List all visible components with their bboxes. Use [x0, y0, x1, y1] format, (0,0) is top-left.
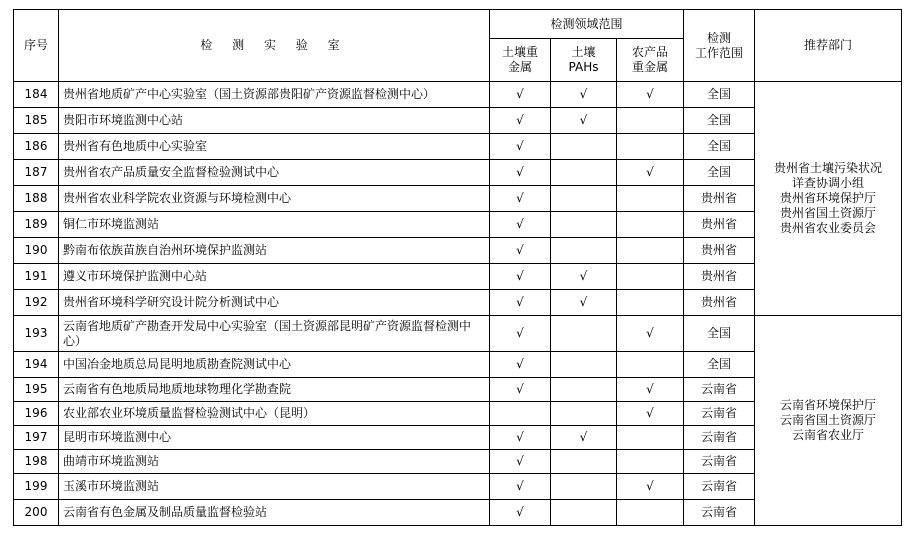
- check-soil-pahs: [551, 316, 617, 352]
- check-soil-pahs: [551, 500, 617, 526]
- department-line: 详查协调小组: [792, 176, 865, 190]
- check-agri-metal: [617, 402, 684, 426]
- checkmark-icon: √: [516, 430, 524, 444]
- work-scope: 云南省: [684, 474, 755, 500]
- row-number: 188: [14, 186, 59, 212]
- check-soil-metal: [490, 264, 551, 290]
- check-soil-metal: [490, 500, 551, 526]
- header-seq: 序号: [14, 10, 59, 82]
- row-number: 185: [14, 108, 59, 134]
- lab-name: 玉溪市环境监测站: [59, 474, 490, 500]
- lab-name: 贵州省环境科学研究设计院分析测试中心: [59, 290, 490, 316]
- check-soil-pahs: [551, 378, 617, 402]
- department-line: 云南省国土资源厅: [780, 413, 877, 427]
- lab-name: 贵州省农业科学院农业资源与环境检测中心: [59, 186, 490, 212]
- lab-name: 黔南布依族苗族自治州环境保护监测站: [59, 238, 490, 264]
- row-number: 191: [14, 264, 59, 290]
- work-scope: 云南省: [684, 450, 755, 474]
- work-scope: 贵州省: [684, 290, 755, 316]
- lab-name: 云南省地质矿产勘查开发局中心实验室（国土资源部昆明矿产资源监督检测中心）: [59, 316, 490, 352]
- check-soil-metal: [490, 450, 551, 474]
- header-agri-metal-line2: 重金属: [632, 60, 669, 74]
- work-scope: 贵州省: [684, 238, 755, 264]
- check-soil-metal: [490, 238, 551, 264]
- check-soil-pahs: [551, 108, 617, 134]
- check-agri-metal: [617, 212, 684, 238]
- row-number: 186: [14, 134, 59, 160]
- checkmark-icon: √: [516, 357, 524, 371]
- row-number: 189: [14, 212, 59, 238]
- check-agri-metal: [617, 238, 684, 264]
- header-domain-group: 检测领域范围: [490, 10, 684, 39]
- check-soil-pahs: [551, 134, 617, 160]
- header-soil-metal: [490, 39, 551, 82]
- work-scope: 全国: [684, 160, 755, 186]
- check-soil-pahs: [551, 426, 617, 450]
- checkmark-icon: √: [579, 269, 588, 283]
- work-scope: 贵州省: [684, 186, 755, 212]
- department-line: 云南省环境保护厅: [780, 398, 877, 412]
- lab-name: 贵阳市环境监测中心站: [59, 108, 490, 134]
- checkmark-icon: √: [516, 217, 524, 231]
- checkmark-icon: √: [646, 326, 654, 340]
- checkmark-icon: √: [516, 479, 524, 493]
- checkmark-icon: √: [646, 406, 654, 420]
- checkmark-icon: √: [516, 113, 524, 127]
- checkmark-icon: √: [516, 191, 524, 205]
- lab-name: 昆明市环境监测中心: [59, 426, 490, 450]
- recommending-department: [755, 316, 902, 526]
- check-agri-metal: [617, 82, 684, 108]
- department-line: 贵州省环境保护厅: [780, 191, 877, 205]
- header-soil-pahs-line1: 土壤: [571, 45, 596, 59]
- department-line: 贵州省土壤污染状况: [774, 161, 883, 175]
- check-agri-metal: [617, 290, 684, 316]
- check-soil-metal: [490, 186, 551, 212]
- lab-name: 农业部农业环境质量监督检验测试中心（昆明）: [59, 402, 490, 426]
- header-dept: 推荐部门: [755, 10, 902, 82]
- work-scope: 云南省: [684, 402, 755, 426]
- lab-name: 铜仁市环境监测站: [59, 212, 490, 238]
- table-body: [14, 82, 902, 526]
- row-number: 198: [14, 450, 59, 474]
- check-soil-metal: [490, 316, 551, 352]
- check-soil-pahs: [551, 290, 617, 316]
- work-scope: 云南省: [684, 500, 755, 526]
- checkmark-icon: √: [516, 326, 524, 340]
- lab-name: 云南省有色地质局地质地球物理化学勘查院: [59, 378, 490, 402]
- row-number: 197: [14, 426, 59, 450]
- work-scope: 全国: [684, 316, 755, 352]
- check-soil-pahs: [551, 402, 617, 426]
- check-agri-metal: [617, 108, 684, 134]
- header-scope-line2: 工作范围: [695, 45, 744, 60]
- row-number: 200: [14, 500, 59, 526]
- header-scope-line1: 检测: [707, 30, 732, 45]
- work-scope: 贵州省: [684, 212, 755, 238]
- lab-name: 贵州省有色地质中心实验室: [59, 134, 490, 160]
- department-line: 贵州省农业委员会: [780, 221, 877, 235]
- checkmark-icon: √: [516, 382, 524, 396]
- work-scope: 全国: [684, 82, 755, 108]
- check-soil-metal: [490, 134, 551, 160]
- row-number: 184: [14, 82, 59, 108]
- row-number: 193: [14, 316, 59, 352]
- check-soil-pahs: [551, 238, 617, 264]
- header-soil-pahs-line2: PAHs: [568, 60, 599, 74]
- header-agri-metal-line1: 农产品: [632, 45, 669, 59]
- check-soil-pahs: [551, 352, 617, 378]
- department-line: 贵州省国土资源厅: [780, 206, 877, 220]
- check-agri-metal: [617, 378, 684, 402]
- header-agri-metal: [617, 39, 684, 82]
- checkmark-icon: √: [516, 243, 524, 257]
- lab-name: 遵义市环境保护监测中心站: [59, 264, 490, 290]
- check-soil-metal: [490, 290, 551, 316]
- check-soil-metal: [490, 474, 551, 500]
- lab-name: 曲靖市环境监测站: [59, 450, 490, 474]
- check-soil-metal: [490, 352, 551, 378]
- work-scope: 云南省: [684, 378, 755, 402]
- check-soil-metal: [490, 402, 551, 426]
- checkmark-icon: √: [579, 430, 588, 444]
- check-soil-metal: [490, 212, 551, 238]
- check-soil-pahs: [551, 186, 617, 212]
- check-agri-metal: [617, 500, 684, 526]
- header-scope: [684, 10, 755, 82]
- row-number: 195: [14, 378, 59, 402]
- checkmark-icon: √: [516, 269, 524, 283]
- check-soil-metal: [490, 378, 551, 402]
- checkmark-icon: √: [516, 165, 524, 179]
- check-agri-metal: [617, 160, 684, 186]
- checkmark-icon: √: [516, 139, 524, 153]
- check-soil-pahs: [551, 82, 617, 108]
- check-agri-metal: [617, 186, 684, 212]
- lab-name: 云南省有色金属及制品质量监督检验站: [59, 500, 490, 526]
- check-agri-metal: [617, 426, 684, 450]
- lab-name: 贵州省地质矿产中心实验室（国土资源部贵阳矿产资源监督检测中心）: [59, 82, 490, 108]
- recommending-department: [755, 82, 902, 316]
- check-soil-pahs: [551, 264, 617, 290]
- row-number: 190: [14, 238, 59, 264]
- check-soil-metal: [490, 426, 551, 450]
- checkmark-icon: √: [646, 165, 654, 179]
- work-scope: 云南省: [684, 426, 755, 450]
- check-agri-metal: [617, 474, 684, 500]
- check-agri-metal: [617, 450, 684, 474]
- check-soil-metal: [490, 160, 551, 186]
- check-agri-metal: [617, 264, 684, 290]
- checkmark-icon: √: [579, 113, 588, 127]
- checkmark-icon: √: [516, 454, 524, 468]
- work-scope: 贵州省: [684, 264, 755, 290]
- check-soil-pahs: [551, 450, 617, 474]
- checkmark-icon: √: [579, 87, 588, 101]
- check-agri-metal: [617, 316, 684, 352]
- check-soil-pahs: [551, 212, 617, 238]
- header-lab: 检 测 实 验 室: [59, 10, 490, 82]
- check-agri-metal: [617, 352, 684, 378]
- work-scope: 全国: [684, 108, 755, 134]
- lab-name: 中国冶金地质总局昆明地质勘查院测试中心: [59, 352, 490, 378]
- check-agri-metal: [617, 134, 684, 160]
- checkmark-icon: √: [646, 479, 654, 493]
- check-soil-metal: [490, 108, 551, 134]
- row-number: 199: [14, 474, 59, 500]
- checkmark-icon: √: [646, 382, 654, 396]
- work-scope: 全国: [684, 352, 755, 378]
- header-soil-pahs: [551, 39, 617, 82]
- row-number: 187: [14, 160, 59, 186]
- checkmark-icon: √: [579, 295, 588, 309]
- header-soil-metal-line2: 金属: [507, 60, 532, 74]
- check-soil-metal: [490, 82, 551, 108]
- row-number: 196: [14, 402, 59, 426]
- checkmark-icon: √: [516, 295, 524, 309]
- check-soil-pahs: [551, 474, 617, 500]
- checkmark-icon: √: [516, 87, 524, 101]
- table-row: [14, 82, 902, 108]
- lab-name: 贵州省农产品质量安全监督检验测试中心: [59, 160, 490, 186]
- row-number: 194: [14, 352, 59, 378]
- checkmark-icon: √: [646, 87, 654, 101]
- check-soil-pahs: [551, 160, 617, 186]
- row-number: 192: [14, 290, 59, 316]
- table-row: [14, 316, 902, 352]
- work-scope: 全国: [684, 134, 755, 160]
- checkmark-icon: √: [516, 505, 524, 519]
- laboratory-table: [13, 9, 902, 526]
- department-line: 云南省农业厅: [792, 428, 865, 442]
- header-soil-metal-line1: 土壤重: [501, 45, 538, 59]
